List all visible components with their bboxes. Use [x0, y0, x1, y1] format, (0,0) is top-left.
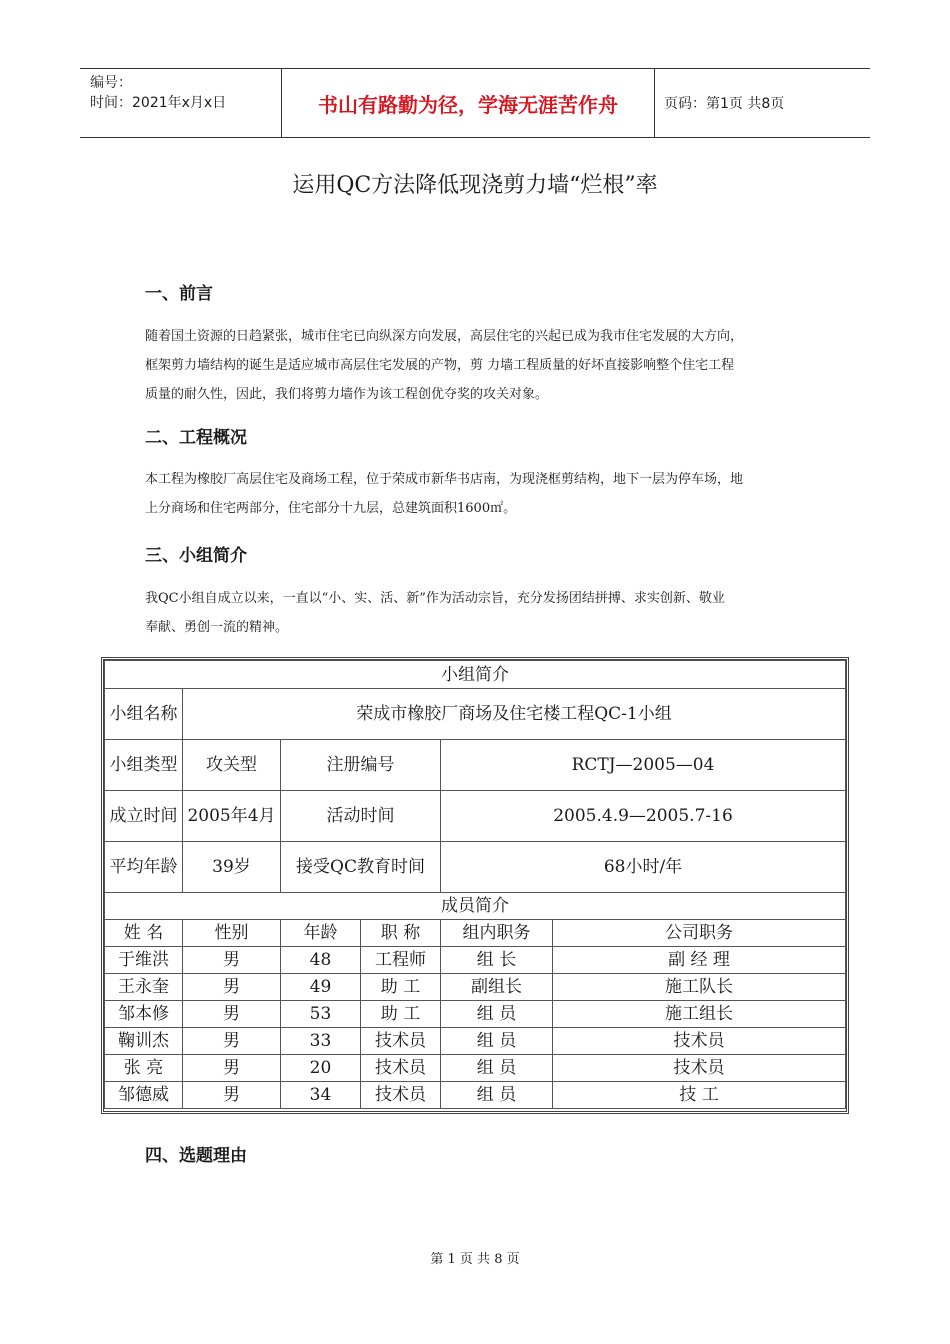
section-heading-overview: 二、工程概况: [145, 428, 247, 448]
member-group-role: 副组长: [441, 974, 553, 1001]
member-age: 20: [281, 1055, 361, 1082]
section-body-overview: [145, 465, 810, 523]
paragraph-line: 随着国土资源的日趋紧张，城市住宅已向纵深方向发展，高层住宅的兴起已成为我市住宅发展的大方向，: [145, 329, 744, 344]
document-title: 运用QC方法降低现浇剪力墙“烂根”率: [292, 173, 658, 198]
member-age: 49: [281, 974, 361, 1001]
header-date: 时间：2021年x月x日: [90, 95, 227, 111]
paragraph-line: 我QC小组自成立以来，一直以“小、实、活、新”作为活动宗旨，充分发扬团结拼搏、求实创新、敬业: [145, 591, 725, 606]
table-row: [105, 1028, 846, 1055]
column-header: 年龄: [281, 920, 361, 947]
group-name-label: 小组名称: [105, 689, 183, 740]
section-body-group: [145, 584, 810, 642]
member-gender: 男: [183, 1055, 281, 1082]
table-row: [105, 1082, 846, 1109]
section-heading-group: 三、小组简介: [145, 546, 247, 566]
paragraph-line: 本工程为橡胶厂高层住宅及商场工程，位于荣成市新华书店南，为现浇框剪结构，地下一层为停车场，地: [145, 472, 744, 487]
member-group-role: 组 员: [441, 1001, 553, 1028]
activity-time-label: 活动时间: [281, 791, 441, 842]
members-title: 成员简介: [105, 893, 846, 920]
registration-label: 注册编号: [281, 740, 441, 791]
paragraph-line: 上分商场和住宅两部分，住宅部分十九层，总建筑面积1600㎡。: [145, 501, 517, 516]
group-info-table: [101, 657, 849, 1114]
header-page-number: 页码：第1页 共8页: [664, 96, 785, 112]
section-heading-foreword: 一、前言: [145, 284, 213, 304]
paragraph-line: 框架剪力墙结构的诞生是适应城市高层住宅发展的产物，剪 力墙工程质量的好坏直接影响整个住宅工程: [145, 358, 735, 373]
member-title: 助 工: [361, 1001, 441, 1028]
member-group-role: 组 长: [441, 947, 553, 974]
paragraph-line: 质量的耐久性，因此，我们将剪力墙作为该工程创优夺奖的攻关对象。: [145, 387, 549, 402]
average-age-label: 平均年龄: [105, 842, 183, 893]
member-name: 王永奎: [105, 974, 183, 1001]
member-gender: 男: [183, 1001, 281, 1028]
column-header: 姓 名: [105, 920, 183, 947]
column-header: 组内职务: [441, 920, 553, 947]
member-group-role: 组 员: [441, 1028, 553, 1055]
header-motto: 书山有路勤为径，学海无涯苦作舟: [281, 69, 655, 137]
members-header-row: [105, 920, 846, 947]
member-company-role: 技术员: [553, 1055, 846, 1082]
paragraph-line: 奉献、勇创一流的精神。: [145, 620, 289, 635]
member-title: 技术员: [361, 1055, 441, 1082]
table-row: [105, 947, 846, 974]
member-name: 张 亮: [105, 1055, 183, 1082]
average-age-value: 39岁: [183, 842, 281, 893]
header-number: 编号：: [90, 75, 132, 91]
table-row: [105, 1001, 846, 1028]
member-gender: 男: [183, 974, 281, 1001]
group-type-label: 小组类型: [105, 740, 183, 791]
column-header: 公司职务: [553, 920, 846, 947]
member-gender: 男: [183, 1028, 281, 1055]
member-age: 33: [281, 1028, 361, 1055]
member-name: 于维洪: [105, 947, 183, 974]
member-gender: 男: [183, 947, 281, 974]
member-title: 技术员: [361, 1082, 441, 1109]
table-row: [105, 974, 846, 1001]
member-title: 工程师: [361, 947, 441, 974]
member-age: 53: [281, 1001, 361, 1028]
member-gender: 男: [183, 1082, 281, 1109]
qc-education-label: 接受QC教育时间: [281, 842, 441, 893]
founded-label: 成立时间: [105, 791, 183, 842]
member-company-role: 副 经 理: [553, 947, 846, 974]
member-group-role: 组 员: [441, 1055, 553, 1082]
member-age: 48: [281, 947, 361, 974]
member-company-role: 施工队长: [553, 974, 846, 1001]
page-header: [80, 68, 870, 138]
column-header: 性别: [183, 920, 281, 947]
member-company-role: 施工组长: [553, 1001, 846, 1028]
member-company-role: 技 工: [553, 1082, 846, 1109]
member-age: 34: [281, 1082, 361, 1109]
group-name-value: 荣成市橡胶厂商场及住宅楼工程QC-1小组: [183, 689, 846, 740]
member-name: 鞠训杰: [105, 1028, 183, 1055]
header-info: [90, 73, 280, 113]
member-title: 技术员: [361, 1028, 441, 1055]
group-type-value: 攻关型: [183, 740, 281, 791]
activity-time-value: 2005.4.9—2005.7-16: [441, 791, 846, 842]
column-header: 职 称: [361, 920, 441, 947]
member-group-role: 组 员: [441, 1082, 553, 1109]
table-row: [105, 1055, 846, 1082]
qc-education-value: 68小时/年: [441, 842, 846, 893]
founded-value: 2005年4月: [183, 791, 281, 842]
registration-value: RCTJ—2005—04: [441, 740, 846, 791]
member-title: 助 工: [361, 974, 441, 1001]
section-body-foreword: [145, 322, 810, 409]
member-name: 邹本修: [105, 1001, 183, 1028]
page-footer: 第 1 页 共 8 页: [430, 1252, 520, 1267]
table-title: 小组简介: [105, 661, 846, 689]
member-name: 邹德威: [105, 1082, 183, 1109]
member-company-role: 技术员: [553, 1028, 846, 1055]
section-heading-topic-reason: 四、选题理由: [145, 1146, 247, 1166]
